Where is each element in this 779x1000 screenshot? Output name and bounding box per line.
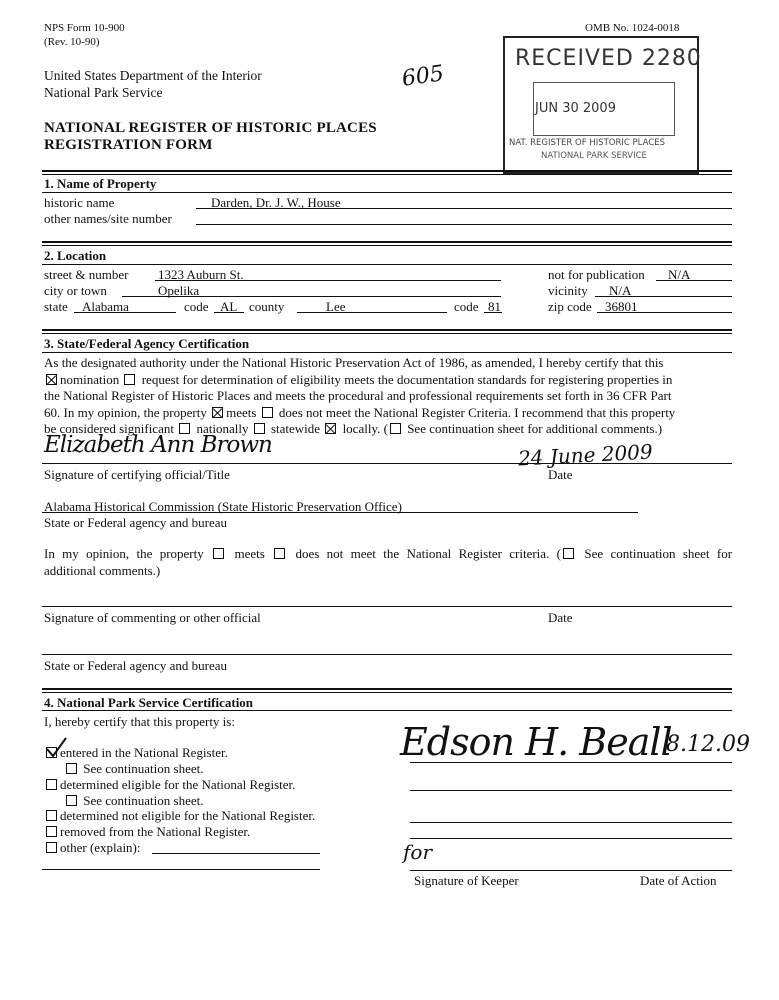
request-checkbox[interactable] <box>124 374 135 385</box>
street-value: 1323 Auburn St. <box>158 267 244 282</box>
cont-sheet-label: See continuation sheet for additional comments.) <box>407 421 663 436</box>
signature-line <box>42 463 732 464</box>
nfp-value: N/A <box>668 267 691 282</box>
removed-label: removed from the National Register. <box>60 824 251 839</box>
form-title: NATIONAL REGISTER OF HISTORIC PLACES <box>44 120 377 136</box>
keeper-line-2 <box>410 790 732 791</box>
nomination-label: nomination <box>60 371 120 387</box>
comment-line-2: additional comments.) <box>44 562 161 578</box>
nfp-label: not for publication <box>548 267 645 282</box>
stamp-line1: NAT. REGISTER OF HISTORIC PLACES <box>509 138 665 148</box>
department: United States Department of the Interior <box>44 68 262 83</box>
keeper-line-1 <box>410 762 732 763</box>
cont-sheet-1-checkbox[interactable] <box>66 763 77 774</box>
comment-opinion: In my opinion, the property <box>44 546 204 561</box>
statewide-label: statewide <box>270 421 321 436</box>
street-label: street & number <box>44 267 129 282</box>
keeper-initials: for <box>403 840 433 864</box>
locally-label: locally. ( <box>342 421 388 436</box>
keeper-certify-text: I, hereby certify that this property is: <box>44 714 235 729</box>
cert-line-3: the National Register of Historic Places and meets the procedural and professional requirements set forth in 36 CFR Part <box>44 388 672 403</box>
not-meet-checkbox[interactable] <box>262 407 273 418</box>
state-code-label: code <box>184 299 209 314</box>
significant-text: be considered significant <box>44 421 174 436</box>
cert-line-2 <box>44 372 732 389</box>
not-eligible-label: determined not eligible for the National Register. <box>60 808 316 823</box>
eligible-checkbox[interactable] <box>46 779 57 790</box>
form-revision: (Rev. 10-90) <box>44 36 100 48</box>
status-not-eligible <box>44 808 315 824</box>
county-line <box>297 312 447 313</box>
comment-cont-checkbox[interactable] <box>563 548 574 559</box>
comment-date-label: Date <box>548 610 573 625</box>
other-names-label: other names/site number <box>44 211 172 226</box>
checkmark-icon <box>44 736 68 760</box>
handwritten-reference: 605 <box>400 61 446 92</box>
removed-checkbox[interactable] <box>46 826 57 837</box>
sig-date-label: Date <box>548 467 573 482</box>
other-line <box>152 853 320 854</box>
form-subtitle: REGISTRATION FORM <box>44 137 213 153</box>
other-checkbox[interactable] <box>46 842 57 853</box>
form-number: NPS Form 10-900 <box>44 22 125 34</box>
stamp-line2: NATIONAL PARK SERVICE <box>541 151 647 161</box>
omb-number: OMB No. 1024-0018 <box>585 22 680 34</box>
agency-line <box>42 512 638 513</box>
request-label: request for determination of eligibility meets the documentation standards for registering properties in <box>141 371 673 387</box>
not-eligible-checkbox[interactable] <box>46 810 57 821</box>
entered-label: entered in the National Register. <box>60 745 228 760</box>
section-rule <box>42 170 732 175</box>
section4-heading: 4. National Park Service Certification <box>44 695 254 710</box>
opinion-text: 60. In my opinion, the property <box>44 404 207 420</box>
section-divider <box>42 352 732 353</box>
cert-line-1: As the designated authority under the National Historic Preservation Act of 1986, as amended, I hereby certify that this <box>44 355 664 370</box>
other-line-2 <box>42 869 320 870</box>
comment-line-1 <box>44 546 732 563</box>
section-rule <box>42 688 732 693</box>
other-label: other (explain): <box>60 840 141 855</box>
keeper-line-3 <box>410 822 732 823</box>
state-label: state <box>44 299 68 314</box>
section-rule <box>42 329 732 334</box>
state-code-value: AL <box>220 299 238 314</box>
other-names-line <box>196 224 732 225</box>
vicinity-label: vicinity <box>548 283 588 298</box>
keeper-signature: Edson H. Beall <box>400 720 672 764</box>
historic-name-value: Darden, Dr. J. W., House <box>211 195 341 210</box>
locally-checkbox[interactable] <box>325 423 336 434</box>
county-label: county <box>249 299 285 314</box>
agency-value: Alabama Historical Commission (State Historic Preservation Office) <box>44 499 402 514</box>
agency: National Park Service <box>44 85 163 100</box>
cert-line-4 <box>44 405 732 422</box>
keeper-label: Signature of Keeper <box>414 873 519 888</box>
stamp-received: RECEIVED 2280 <box>515 46 702 71</box>
eligible-label: determined eligible for the National Register. <box>60 777 296 792</box>
keeper-signature-line <box>410 870 732 871</box>
status-cont-2 <box>64 793 203 809</box>
action-date-label: Date of Action <box>640 873 717 888</box>
agency-label: State or Federal agency and bureau <box>44 515 228 530</box>
section-divider <box>42 710 732 711</box>
section1-heading: 1. Name of Property <box>44 176 157 191</box>
status-eligible <box>44 777 295 793</box>
meets-label: meets <box>226 404 257 420</box>
agency2-line <box>42 654 732 655</box>
state-value: Alabama <box>82 299 129 314</box>
zip-value: 36801 <box>605 299 638 314</box>
cont-sheet-2-checkbox[interactable] <box>66 795 77 806</box>
stamp-date: JUN 30 2009 <box>535 101 616 116</box>
comment-not-meet-label: does not meet the National Register criteria. ( <box>295 546 561 561</box>
comment-paragraph <box>44 546 732 579</box>
status-cont-1 <box>64 761 203 777</box>
cont-sheet-checkbox[interactable] <box>390 423 401 434</box>
city-value: Opelika <box>158 283 200 298</box>
historic-name-label: historic name <box>44 195 115 210</box>
comment-cont-label: See continuation sheet for <box>584 546 733 561</box>
county-value: Lee <box>326 299 346 314</box>
nationally-label: nationally <box>196 421 249 436</box>
section-divider <box>42 264 732 265</box>
county-code-label: code <box>454 299 479 314</box>
status-entered <box>44 745 228 761</box>
comment-not-meet-checkbox[interactable] <box>274 548 285 559</box>
section-rule <box>42 241 732 246</box>
county-code-value: 81 <box>488 299 501 314</box>
keeper-line-4 <box>410 838 732 839</box>
section3-heading: 3. State/Federal Agency Certification <box>44 336 250 351</box>
zip-label: zip code <box>548 299 592 314</box>
comment-meets-checkbox[interactable] <box>213 548 224 559</box>
agency2-label: State or Federal agency and bureau <box>44 658 228 673</box>
section2-heading: 2. Location <box>44 248 107 263</box>
certifying-date: 24 June 2009 <box>517 439 654 471</box>
received-stamp <box>503 36 702 174</box>
city-label: city or town <box>44 283 107 298</box>
meets-checkbox[interactable] <box>212 407 223 418</box>
status-removed <box>44 824 250 840</box>
nomination-checkbox[interactable] <box>46 374 57 385</box>
cont-sheet-2-label: See continuation sheet. <box>83 793 204 808</box>
vicinity-value: N/A <box>609 283 632 298</box>
comment-sig-label: Signature of commenting or other official <box>44 610 261 625</box>
cont-sheet-1-label: See continuation sheet. <box>83 761 204 776</box>
sig-official-label: Signature of certifying official/Title <box>44 467 230 482</box>
certification-paragraph <box>44 355 732 438</box>
certifying-signature: Elizabeth Ann Brown <box>44 432 272 458</box>
comment-meets-label: meets <box>234 546 265 561</box>
not-meet-label: does not meet the National Register Criteria. I recommend that this property <box>278 404 676 420</box>
section-divider <box>42 192 732 193</box>
status-other <box>44 840 141 856</box>
keeper-date: 8.12.09 <box>666 732 750 757</box>
comment-signature-line <box>42 606 732 607</box>
